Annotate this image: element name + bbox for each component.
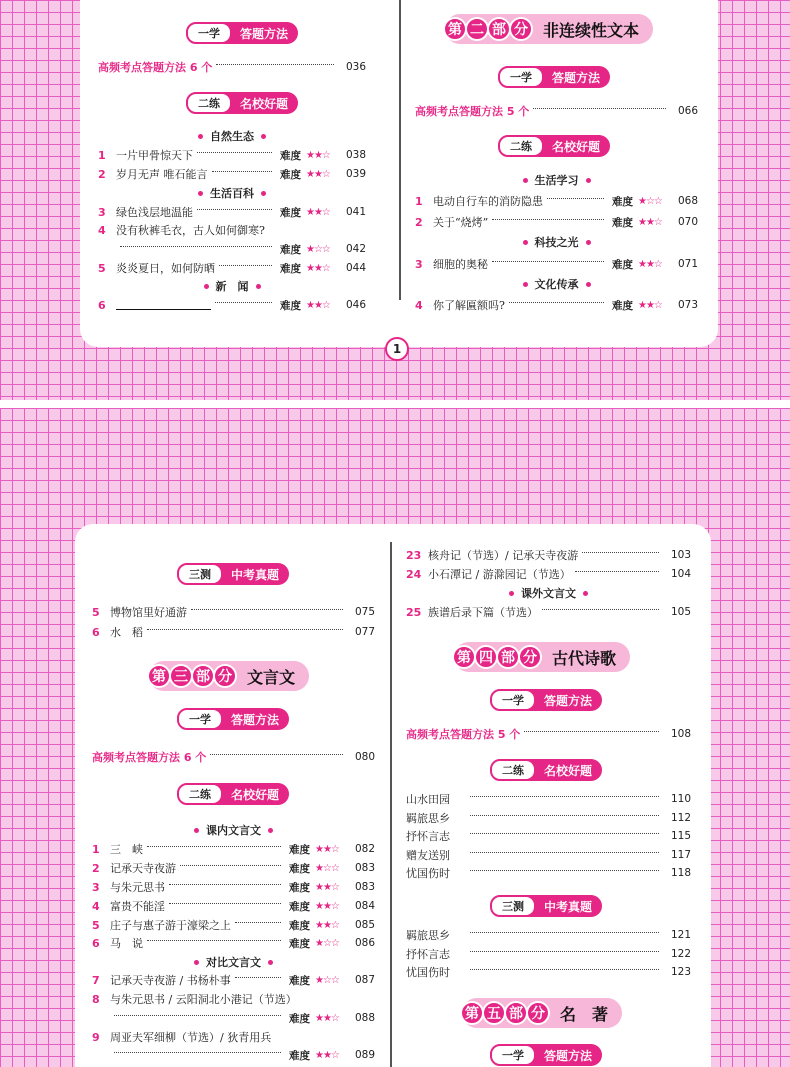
pill-key: 一学 (186, 22, 232, 44)
toc-row[interactable]: 5 庄子与惠子游于濠梁之上 难度 ★★☆ 085 (92, 918, 375, 932)
toc-row[interactable]: 25 族谱后录下篇（节选） 105 (406, 605, 691, 619)
entry-title: 高频考点答题方法 6 个 (98, 61, 213, 74)
section-pill-practice: 二练 名校好题 (490, 759, 602, 781)
toc-row[interactable]: 7 记承天寺夜游 / 书杨朴事 难度 ★☆☆ 087 (92, 973, 375, 987)
toc-row[interactable]: 6 水 稻 077 (92, 625, 375, 639)
pill-key: 二练 (186, 92, 232, 114)
part-banner-3: 第 三 部 分 文言文 (149, 661, 309, 691)
difficulty-stars: ★★☆ (306, 299, 330, 311)
category-heading: 课外文言文 (406, 585, 691, 601)
toc-row[interactable]: 6 难度 ★★☆ 046 (98, 298, 366, 312)
toc-row[interactable]: 9 周亚夫军细柳（节选）/ 狄青用兵 (92, 1030, 272, 1044)
toc-row[interactable]: 4 没有秋裤毛衣，古人如何御寒? (98, 223, 265, 237)
difficulty-stars: ★★☆ (315, 900, 339, 912)
column-divider (390, 542, 392, 1067)
blank-title-line (116, 300, 211, 310)
toc-row[interactable]: 6 马 说 难度 ★☆☆ 086 (92, 936, 375, 950)
toc-row[interactable]: 羁旅思乡 121 (406, 929, 691, 942)
toc-row[interactable]: 1 一片甲骨惊天下 难度 ★★☆ 038 (98, 148, 366, 162)
contents-card-top (80, 0, 718, 347)
toc-row[interactable]: 羁旅思乡 112 (406, 812, 691, 825)
category-heading: 自然生态 (98, 128, 366, 144)
toc-row[interactable]: 抒怀言志 115 (406, 830, 691, 843)
category-heading: 课内文言文 (92, 822, 375, 838)
pill-title: 答题方法 (240, 26, 289, 41)
difficulty-stars: ★★☆ (315, 881, 339, 893)
difficulty-stars: ★★☆ (306, 262, 330, 274)
toc-row[interactable]: 1 三 峡 难度 ★★☆ 082 (92, 842, 375, 856)
category-heading: 生活学习 (415, 172, 698, 188)
section-pill-learn: 一学 答题方法 (490, 1044, 602, 1066)
difficulty-stars: ★★☆ (638, 258, 662, 270)
toc-row[interactable]: 赠友送别 117 (406, 849, 691, 862)
section-pill-learn: 一学 答题方法 (498, 66, 610, 88)
category-heading: 文化传承 (415, 276, 698, 292)
toc-row[interactable]: 忧国伤时 118 (406, 867, 691, 880)
category-heading: 生活百科 (98, 185, 366, 201)
toc-row[interactable]: 抒怀言志 122 (406, 948, 691, 961)
category-heading: 科技之光 (415, 234, 698, 250)
difficulty-stars: ★☆☆ (306, 243, 330, 255)
toc-row[interactable]: 忧国伤时 123 (406, 966, 691, 979)
difficulty-stars: ★★☆ (306, 168, 330, 180)
difficulty-stars: ★☆☆ (315, 862, 339, 874)
toc-row[interactable]: 山水田园 110 (406, 793, 691, 806)
toc-row[interactable]: 5 博物馆里好通游 075 (92, 605, 375, 619)
section-pill-practice: 二练 名校好题 (177, 783, 289, 805)
page-number: 1 (385, 337, 409, 361)
difficulty-stars: ★★☆ (315, 843, 339, 855)
toc-row[interactable]: 1 电动自行车的消防隐患 难度 ★☆☆ 068 (415, 194, 698, 208)
difficulty-stars: ★☆☆ (638, 195, 662, 207)
category-heading: 新 闻 (98, 278, 366, 294)
difficulty-stars: ★★☆ (315, 919, 339, 931)
toc-row[interactable]: 24 小石潭记 / 游滁园记（节选） 104 (406, 567, 691, 581)
toc-row[interactable]: 3 绿色浅层地温能 难度 ★★☆ 041 (98, 205, 366, 219)
contents-card-bottom (75, 524, 711, 1067)
section-pill-learn: 一学 答题方法 (490, 689, 602, 711)
toc-entry-frequent[interactable] (98, 59, 366, 75)
toc-row[interactable]: 3 与朱元思书 难度 ★★☆ 083 (92, 880, 375, 894)
part-title: 非连续性文本 (543, 20, 640, 40)
difficulty-stars: ★☆☆ (315, 974, 339, 986)
toc-row[interactable]: 8 与朱元思书 / 云阳洞北小港记（节选） (92, 992, 297, 1006)
section-pill-learn: 一学 答题方法 (177, 708, 289, 730)
page-separator (0, 400, 790, 408)
toc-entry-frequent[interactable]: 高频考点答题方法 5 个 108 (406, 728, 691, 741)
toc-row[interactable]: 2 关于“烧烤” 难度 ★★☆ 070 (415, 215, 698, 229)
toc-row-cont[interactable]: 难度 ★☆☆ 042 (98, 241, 366, 257)
difficulty-stars: ★★☆ (315, 1012, 339, 1024)
difficulty-stars: ★★☆ (638, 216, 662, 228)
toc-row[interactable]: 2 岁月无声 唯石能言 难度 ★★☆ 039 (98, 167, 366, 181)
section-pill-test: 三测 中考真题 (177, 563, 289, 585)
toc-row[interactable]: 4 你了解匾额吗? 难度 ★★☆ 073 (415, 298, 698, 312)
toc-entry-frequent[interactable]: 高频考点答题方法 6 个 080 (92, 751, 375, 764)
section-pill-practice: 二练 名校好题 (498, 135, 610, 157)
difficulty-stars: ★☆☆ (315, 937, 339, 949)
section-pill-practice (186, 92, 298, 114)
toc-row[interactable]: 5 炎炎夏日，如何防晒 难度 ★★☆ 044 (98, 261, 366, 275)
toc-row-cont[interactable]: 难度 ★★☆ 089 (92, 1047, 375, 1063)
page-ref: 036 (345, 61, 366, 73)
category-heading: 对比文言文 (92, 954, 375, 970)
section-pill-test: 三测 中考真题 (490, 895, 602, 917)
difficulty-stars: ★★☆ (638, 299, 662, 311)
toc-entry-frequent[interactable]: 高频考点答题方法 5 个 066 (415, 105, 698, 118)
section-pill-learn (186, 22, 298, 44)
difficulty-stars: ★★☆ (306, 149, 330, 161)
toc-row[interactable]: 4 富贵不能淫 难度 ★★☆ 084 (92, 899, 375, 913)
part-banner-5: 第 五 部 分 名 著 (462, 998, 622, 1028)
part-banner-4: 第 四 部 分 古代诗歌 (454, 642, 630, 672)
toc-row[interactable]: 2 记承天寺夜游 难度 ★☆☆ 083 (92, 861, 375, 875)
pill-title: 名校好题 (240, 96, 289, 111)
toc-row-cont[interactable]: 难度 ★★☆ 088 (92, 1010, 375, 1026)
part-banner-2: 第 二 部 分 非连续性文本 (445, 14, 653, 44)
difficulty-stars: ★★☆ (306, 206, 330, 218)
difficulty-stars: ★★☆ (315, 1049, 339, 1061)
toc-row[interactable]: 23 核舟记（节选）/ 记承天寺夜游 103 (406, 548, 691, 562)
toc-row[interactable]: 3 细胞的奥秘 难度 ★★☆ 071 (415, 257, 698, 271)
column-divider (399, 0, 401, 300)
